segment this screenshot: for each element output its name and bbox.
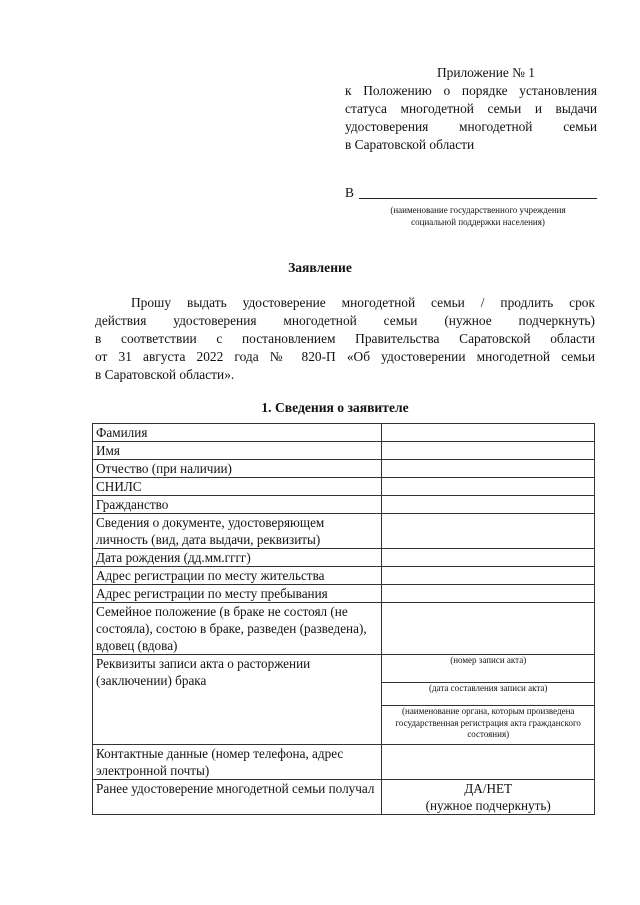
yes-no-option[interactable]: ДА/НЕТ [464,781,513,796]
recipient-field[interactable] [359,184,597,199]
previous-certificate-choice[interactable] [382,780,595,815]
row-value-field[interactable] [382,496,595,514]
table-row [93,567,595,585]
table-row [93,780,595,815]
row-value-field[interactable] [382,585,595,603]
table-row [93,460,595,478]
table-row [93,514,595,549]
row-label: СНИЛС [93,478,382,496]
table-row [93,549,595,567]
row-label: Фамилия [93,424,382,442]
row-value-field[interactable] [382,442,595,460]
row-label: Адрес регистрации по месту пребывания [93,585,382,603]
appendix-line: статуса многодетной семьи и выдачи [345,101,597,116]
appendix-number: Приложение № 1 [436,65,536,80]
row-label: Дата рождения (дд.мм.гггг) [93,549,382,567]
row-label: Сведения о документе, удостоверяющем личность (вид, дата выдачи, реквизиты) [93,514,382,549]
appendix-header [345,64,597,154]
recipient-prefix: В [345,185,354,200]
table-row [93,442,595,460]
paragraph-line: в Саратовской области». [95,367,235,382]
row-label: Имя [93,442,382,460]
act-date-field[interactable]: (дата составления записи акта) [382,683,595,706]
row-value-field[interactable] [382,424,595,442]
act-number-field[interactable]: (номер записи акта) [382,655,595,683]
row-value-field[interactable] [382,549,595,567]
row-label: Семейное положение (в браке не состоял (не состояла), состою в браке, разведен (разведена), вдовец (вдова) [93,603,382,655]
row-label: Отчество (при наличии) [93,460,382,478]
request-paragraph [95,294,595,384]
recipient-block [345,184,597,228]
table-row [93,424,595,442]
choice-hint: (нужное подчеркнуть) [425,798,551,813]
table-row [93,603,595,655]
row-label: Ранее удостоверение многодетной семьи получал [93,780,382,815]
paragraph-line: в соответствии с постановлением Правительства Саратовской области [95,331,595,346]
row-value-field[interactable] [382,514,595,549]
document-title: Заявление [288,260,352,275]
table-row [93,496,595,514]
paragraph-line: действия удостоверения многодетной семьи (нужное подчеркнуть) [95,313,595,328]
registry-office-field[interactable]: (наименование органа, которым произведена государственная регистрация акта гражданского состояния) [382,706,595,745]
row-label: Контактные данные (номер телефона, адрес электронной почты) [93,745,382,780]
applicant-table [92,423,595,815]
recipient-note: (наименование государственного учреждения социальной поддержки населения) [390,205,566,227]
row-label: Реквизиты записи акта о расторжении (заключении) брака [93,655,382,745]
table-row [93,585,595,603]
row-value-field[interactable] [382,460,595,478]
row-value-field[interactable] [382,603,595,655]
table-row [93,478,595,496]
section-title: 1. Сведения о заявителе [261,400,409,415]
paragraph-line: от 31 августа 2022 года № 820-П «Об удостоверении многодетной семьи [95,349,595,364]
row-value-field[interactable] [382,745,595,780]
appendix-line: к Положению о порядке установления [345,83,597,98]
table-row [93,745,595,780]
table-row [93,655,595,683]
appendix-line: в Саратовской области [345,137,475,152]
row-label: Гражданство [93,496,382,514]
row-label: Адрес регистрации по месту жительства [93,567,382,585]
paragraph-line: Прошу выдать удостоверение многодетной семьи / продлить срок [131,295,595,310]
row-value-field[interactable] [382,478,595,496]
row-value-field[interactable] [382,567,595,585]
appendix-line: удостоверения многодетной семьи [345,119,597,134]
